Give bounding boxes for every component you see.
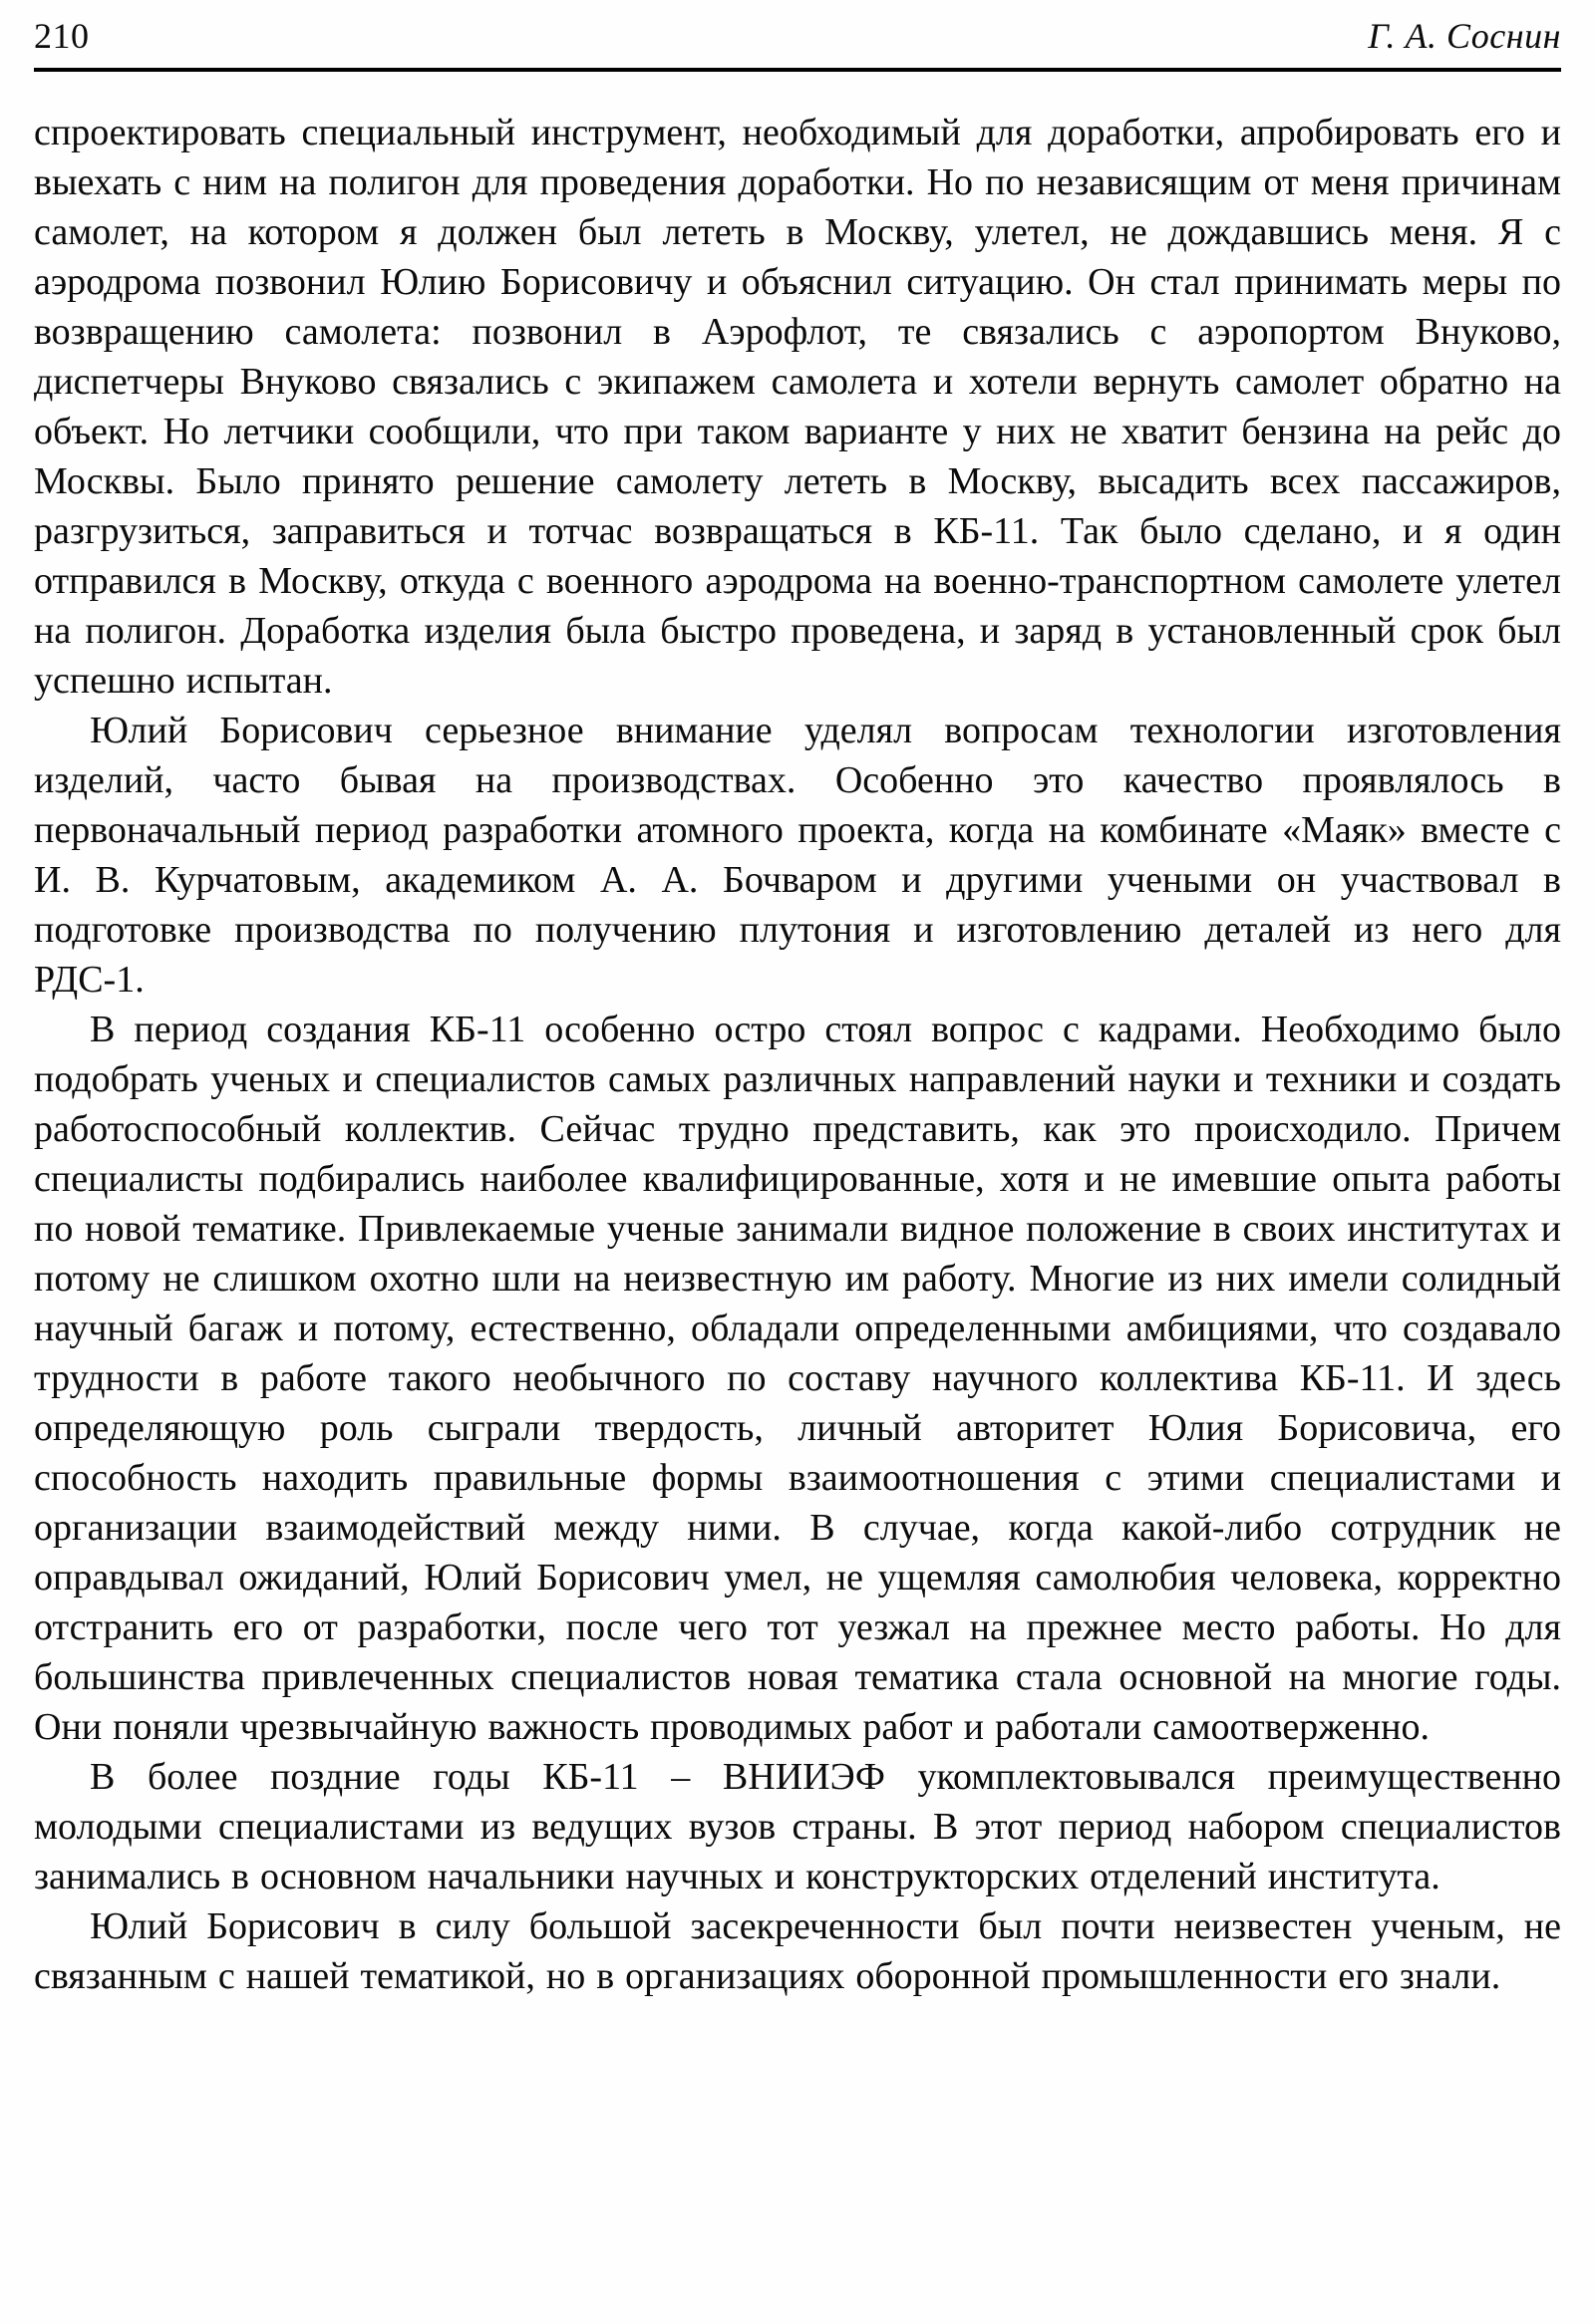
paragraph: В период создания КБ-11 особенно остро стоял вопрос с кадрами. Необходимо было подобрать ученых и специалистов самых различных направлений науки и техники и создать работоспособный коллектив. Сейчас трудно представить, как это происходило. Причем специалисты подбирались наиболее квалифицированные, хотя и не имевшие опыта работы по новой тематике. Привлекаемые ученые занимали видное положение в своих институтах и потому не слишком охотно шли на неизвестную им работу. Многие из них имели солидный научный багаж и потому, естественно, обладали определенными амбициями, что создавало трудности в работе такого необычного по составу научного коллектива КБ-11. И здесь определяющую роль сыграли твердость, личный авторитет Юлия Борисовича, его способность находить правильные формы взаимоотношения с этими специалистами и организации взаимодействий между ними. В случае, когда какой-либо сотрудник не оправдывал ожиданий, Юлий Борисович умел, не ущемляя самолюбия человека, корректно отстранить его от разработки, после чего тот уезжал на прежнее место работы. Но для большинства привлеченных специалистов новая тематика стала основной на многие годы. Они поняли чрезвычайную важность проводимых работ и работали самоотверженно. [34,1009,1561,1748]
paragraph: спроектировать специальный инструмент, необходимый для доработки, апробировать его и выехать с ним на полигон для проведения доработки. Но по независящим от меня причинам самолет, на котором я должен был лететь в Москву, улетел, не дождавшись меня. Я с аэродрома позвонил Юлию Борисовичу и объяснил ситуацию. Он стал принимать меры по возвращению самолета: позвонил в Аэрофлот, те связались с аэропортом Внуково, диспетчеры Внуково связались с экипажем самолета и хотели вернуть самолет обратно на объект. Но летчики сообщили, что при таком варианте у них не хватит бензина на рейс до Москвы. Было принято решение самолету лететь в Москву, высадить всех пассажиров, разгрузиться, заправиться и тотчас возвращаться в КБ-11. Так было сделано, и я один отправился в Москву, откуда с военного аэродрома на военно-транспортном самолете улетел на полигон. Доработка изделия была быстро проведена, и заряд в установленный срок был успешно испытан. [34,112,1561,702]
paragraph: В более поздние годы КБ-11 – ВНИИЭФ укомплектовывался преимущественно молодыми специалистами из ведущих вузов страны. В этот период набором специалистов занимались в основном начальники научных и конструкторских отделений института. [34,1756,1561,1897]
page-header [34,14,1561,58]
running-head-author: Г. А. Соснин [1368,16,1561,56]
page-body [34,108,1561,2001]
header-rule [34,68,1561,72]
page-number: 210 [34,16,90,56]
paragraph: Юлий Борисович серьезное внимание уделял вопросам технологии изготовления изделий, часто бывая на производствах. Особенно это качество проявлялось в первоначальный период разработки атомного проекта, когда на комбинате «Маяк» вместе с И. В. Курчатовым, академиком А. А. Бочваром и другими учеными он участвовал в подготовке производства по получению плутония и изготовлению деталей из него для РДС-1. [34,710,1561,1001]
paragraph: Юлий Борисович в силу большой засекреченности был почти неизвестен ученым, не связанным с нашей тематикой, но в организациях оборонной промышленности его знали. [34,1905,1561,1997]
